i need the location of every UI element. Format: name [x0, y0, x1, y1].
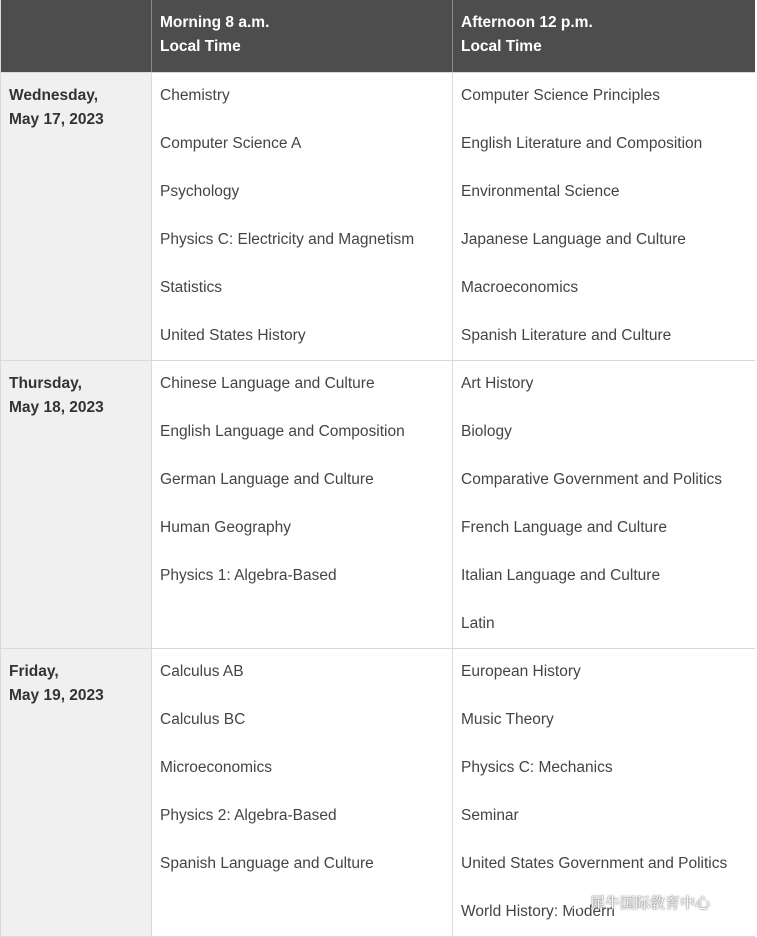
exam-item: Computer Science Principles	[461, 87, 661, 104]
exam-item: Spanish Language and Culture	[160, 855, 374, 872]
exam-item: Biology	[461, 423, 512, 440]
header-afternoon-cell	[452, 0, 755, 72]
date-label: May 17, 2023	[9, 111, 104, 128]
header-morning-cell	[151, 0, 452, 72]
date-cell	[1, 649, 151, 936]
exam-item: Comparative Government and Politics	[461, 471, 723, 488]
exam-item: European History	[461, 663, 581, 680]
header-morning-time: Morning 8 a.m.	[160, 14, 270, 31]
exam-item: Physics 2: Algebra-Based	[160, 807, 337, 824]
exam-item: Statistics	[160, 279, 223, 296]
exam-item: Latin	[461, 615, 495, 632]
watermark-text: 犀牛国际教育中心	[590, 893, 711, 912]
wechat-icon	[562, 891, 584, 913]
exam-item: English Literature and Composition	[461, 135, 703, 152]
exam-item: Italian Language and Culture	[461, 567, 661, 584]
exam-item: French Language and Culture	[461, 519, 667, 536]
exam-item: Physics C: Electricity and Magnetism	[160, 231, 415, 248]
afternoon-exams-cell	[452, 361, 755, 648]
exam-item: German Language and Culture	[160, 471, 374, 488]
exam-item: Macroeconomics	[461, 279, 579, 296]
exam-item: Psychology	[160, 183, 240, 200]
date-cell	[1, 73, 151, 360]
table-row	[1, 72, 755, 360]
exam-item: Physics 1: Algebra-Based	[160, 567, 337, 584]
exam-item: Japanese Language and Culture	[461, 231, 686, 248]
exam-item: Physics C: Mechanics	[461, 759, 613, 776]
exam-item: Chemistry	[160, 87, 230, 104]
table-header	[1, 0, 755, 72]
exam-item: Chinese Language and Culture	[160, 375, 375, 392]
exam-item: English Language and Composition	[160, 423, 405, 440]
exam-item: United States History	[160, 327, 306, 344]
exam-item: Seminar	[461, 807, 519, 824]
morning-exams-cell	[151, 361, 452, 648]
exam-item: World History: Modern	[461, 903, 615, 920]
exam-item: Calculus BC	[160, 711, 246, 728]
table-row	[1, 360, 755, 648]
exam-item: Art History	[461, 375, 534, 392]
header-afternoon-time: Afternoon 12 p.m.	[461, 14, 593, 31]
header-afternoon-zone: Local Time	[461, 38, 542, 55]
afternoon-exams-cell	[452, 73, 755, 360]
date-cell	[1, 361, 151, 648]
date-label: May 18, 2023	[9, 399, 104, 416]
weekday-label: Thursday,	[9, 375, 82, 392]
weekday-label: Friday,	[9, 663, 59, 680]
exam-item: Music Theory	[461, 711, 554, 728]
weekday-label: Wednesday,	[9, 87, 99, 104]
exam-item: Spanish Literature and Culture	[461, 327, 672, 344]
watermark	[562, 888, 710, 916]
exam-item: Microeconomics	[160, 759, 272, 776]
header-morning-zone: Local Time	[160, 38, 241, 55]
exam-item: Calculus AB	[160, 663, 244, 680]
exam-item: United States Government and Politics	[461, 855, 728, 872]
exam-item: Environmental Science	[461, 183, 620, 200]
exam-item: Human Geography	[160, 519, 291, 536]
morning-exams-cell	[151, 649, 452, 936]
date-label: May 19, 2023	[9, 687, 104, 704]
exam-item: Computer Science A	[160, 135, 302, 152]
morning-exams-cell	[151, 73, 452, 360]
header-date-cell	[1, 0, 151, 72]
